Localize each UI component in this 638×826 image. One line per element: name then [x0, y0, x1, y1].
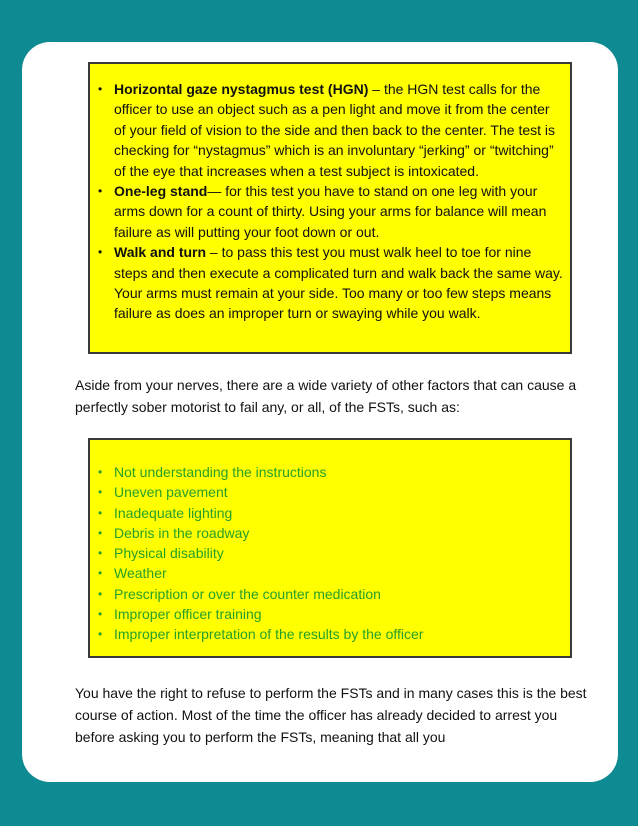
list-item: [90, 242, 564, 324]
factor-text: Improper interpretation of the results by the officer: [114, 626, 424, 643]
bullet-icon: •: [98, 627, 103, 642]
bullet-icon: •: [98, 566, 103, 581]
factor-text: Not understanding the instructions: [114, 464, 327, 480]
list-item: [90, 584, 564, 604]
bullet-icon: •: [98, 546, 103, 561]
bullet-icon: •: [98, 245, 103, 260]
test-term: Walk and turn: [114, 244, 207, 261]
bullet-icon: •: [98, 465, 103, 479]
bullet-icon: •: [98, 607, 103, 622]
closing-paragraph: You have the right to refuse to perform the FSTs and in many cases this is the best course of action. Most of the time the officer has already decided to arrest you before asking you to perform the FSTs, meaning that all you: [75, 685, 587, 745]
sobriety-tests-box: [88, 62, 572, 354]
test-description: – to pass this test you must walk heel to toe for nine steps and then execute a complicated turn and walk back the same way. Your arms must remain at your side. Too many or too few steps means failure as does an improper turn or swaying while you walk.: [114, 244, 563, 322]
list-item: [90, 523, 564, 543]
list-item: [90, 482, 564, 502]
factor-text: Debris in the roadway: [114, 524, 250, 541]
document-page: [22, 42, 618, 782]
list-item: [90, 79, 564, 181]
list-item: [90, 604, 564, 624]
list-item: [90, 181, 564, 242]
sobriety-tests-list: [90, 79, 564, 324]
intro-paragraph: Aside from your nerves, there are a wide variety of other factors that can cause a perfectly sober motorist to fail any, or all, of the FSTs, such as:: [75, 377, 577, 415]
factor-text: Uneven pavement: [114, 484, 228, 501]
test-term: Horizontal gaze nystagmus test (HGN): [114, 81, 369, 97]
failure-factors-box: [88, 438, 572, 658]
bullet-icon: •: [98, 184, 103, 199]
factor-text: Physical disability: [114, 545, 224, 562]
bullet-icon: •: [98, 586, 103, 601]
bullet-icon: •: [98, 525, 103, 540]
factor-text: Inadequate lighting: [114, 504, 233, 521]
bullet-icon: •: [98, 505, 103, 520]
test-term: One-leg stand: [114, 183, 208, 200]
list-item: [90, 503, 564, 523]
list-item: [90, 563, 564, 583]
test-description: – the HGN test calls for the officer to use an object such as a pen light and move it from the center of your field of vision to the side and then back to the center. The test is checking for “nystagmus” which is an involuntary “jerking” or “twitching” of the eye that increases when a test subject is intoxicated.: [114, 81, 556, 179]
list-item: [90, 462, 564, 482]
list-item: [90, 543, 564, 563]
bullet-icon: •: [98, 82, 103, 96]
bullet-icon: •: [98, 485, 103, 500]
test-description: — for this test you have to stand on one leg with your arms down for a count of thirty. Using your arms for balance will mean failure as will putting your foot down or out.: [114, 183, 547, 240]
factor-text: Prescription or over the counter medication: [114, 585, 381, 602]
failure-factors-list: [90, 462, 564, 645]
factor-text: Improper officer training: [114, 606, 262, 623]
factor-text: Weather: [114, 565, 167, 582]
list-item: [90, 624, 564, 644]
